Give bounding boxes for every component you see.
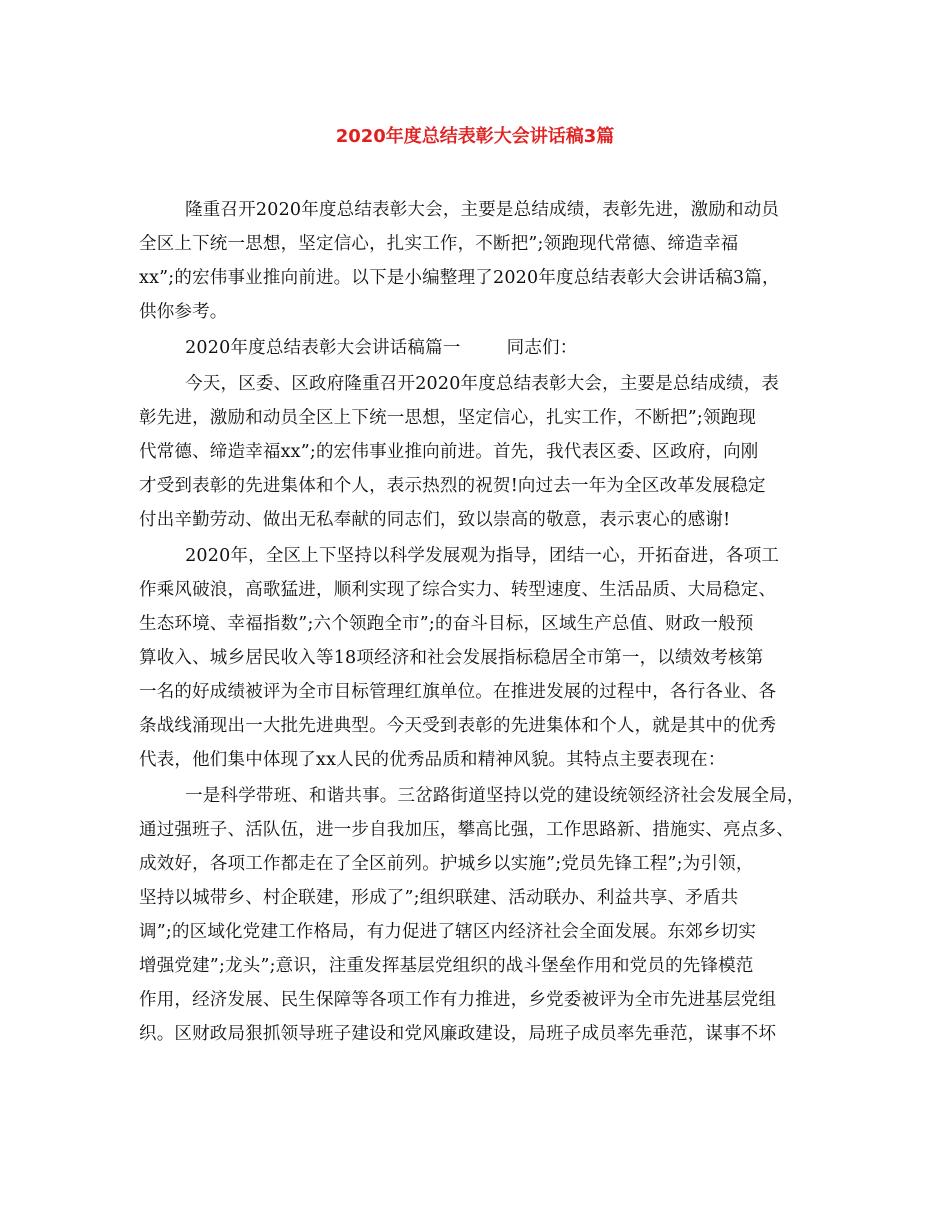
text-line: 生态环境、幸福指数”;六个领跑全市”;的奋斗目标，区域生产总值、财政一般预 bbox=[139, 614, 754, 634]
text-line: 今天，区委、区政府隆重召开2020年度总结表彰大会，主要是总结成绩，表 bbox=[139, 374, 780, 394]
document-title: 2020年度总结表彰大会讲话稿3篇 bbox=[335, 126, 615, 147]
text-line: 作乘风破浪，高歌猛进，顺利实现了综合实力、转型速度、生活品质、大局稳定、 bbox=[139, 580, 777, 600]
text-line: 付出辛勤劳动、做出无私奉献的同志们，致以崇高的敬意，表示衷心的感谢! bbox=[139, 510, 731, 530]
text-line: 才受到表彰的先进集体和个人，表示热烈的祝贺!向过去一年为全区改革发展稳定 bbox=[139, 476, 766, 496]
text-line: 成效好，各项工作都走在了全区前列。护城乡以实施”;党员先锋工程”;为引领， bbox=[139, 854, 754, 874]
text-line: 通过强班子、活队伍，进一步自我加压，攀高比强，工作思路新、措施实、亮点多、 bbox=[139, 820, 794, 840]
text-line: 隆重召开2020年度总结表彰大会，主要是总结成绩，表彰先进，激励和动员 bbox=[139, 200, 780, 220]
text-line: 算收入、城乡居民收入等18项经济和社会发展指标稳居全市第一，以绩效考核第 bbox=[139, 648, 764, 668]
text-line: 调”;的区域化党建工作格局，有力促进了辖区内经济社会全面发展。东郊乡切实 bbox=[139, 922, 757, 942]
text-line: 条战线涌现出一大批先进典型。今天受到表彰的先进集体和个人，就是其中的优秀 bbox=[139, 716, 777, 736]
text-line: 彰先进，激励和动员全区上下统一思想，坚定信心，扎实工作，不断把”;领跑现 bbox=[139, 408, 757, 428]
text-line: xx”;的宏伟事业推向前进。以下是小编整理了2020年度总结表彰大会讲话稿3篇， bbox=[139, 268, 780, 288]
text-line: 代常德、缔造幸福xx”;的宏伟事业推向前进。首先，我代表区委、区政府，向刚 bbox=[139, 442, 759, 462]
text-line: 一是科学带班、和谐共事。三岔路街道坚持以党的建设统领经济社会发展全局， bbox=[139, 786, 805, 806]
text-line: 2020年，全区上下坚持以科学发展观为指导，团结一心，开拓奋进，各项工 bbox=[139, 546, 780, 566]
text-line: 供你参考。 bbox=[139, 302, 228, 322]
text-line: 织。区财政局狠抓领导班子建设和党风廉政建设，局班子成员率先垂范，谋事不坏 bbox=[139, 1024, 777, 1044]
text-line: 代表，他们集中体现了xx人民的优秀品质和精神风貌。其特点主要表现在： bbox=[139, 750, 726, 770]
text-line: 增强党建”;龙头”;意识，注重发挥基层党组织的战斗堡垒作用和党员的先锋模范 bbox=[139, 956, 754, 976]
text-line: 坚持以城带乡、村企联建，形成了”;组织联建、活动联办、利益共享、矛盾共 bbox=[139, 888, 739, 908]
text-line: 一名的好成绩被评为全市目标管理红旗单位。在推进发展的过程中，各行各业、各 bbox=[139, 682, 777, 702]
text-line: 2020年度总结表彰大会讲话稿篇一 同志们： bbox=[139, 338, 578, 358]
text-line: 作用，经济发展、民生保障等各项工作有力推进，乡党委被评为全市先进基层党组 bbox=[139, 990, 777, 1010]
text-line: 全区上下统一思想，坚定信心，扎实工作，不断把”;领跑现代常德、缔造幸福 bbox=[139, 234, 739, 254]
